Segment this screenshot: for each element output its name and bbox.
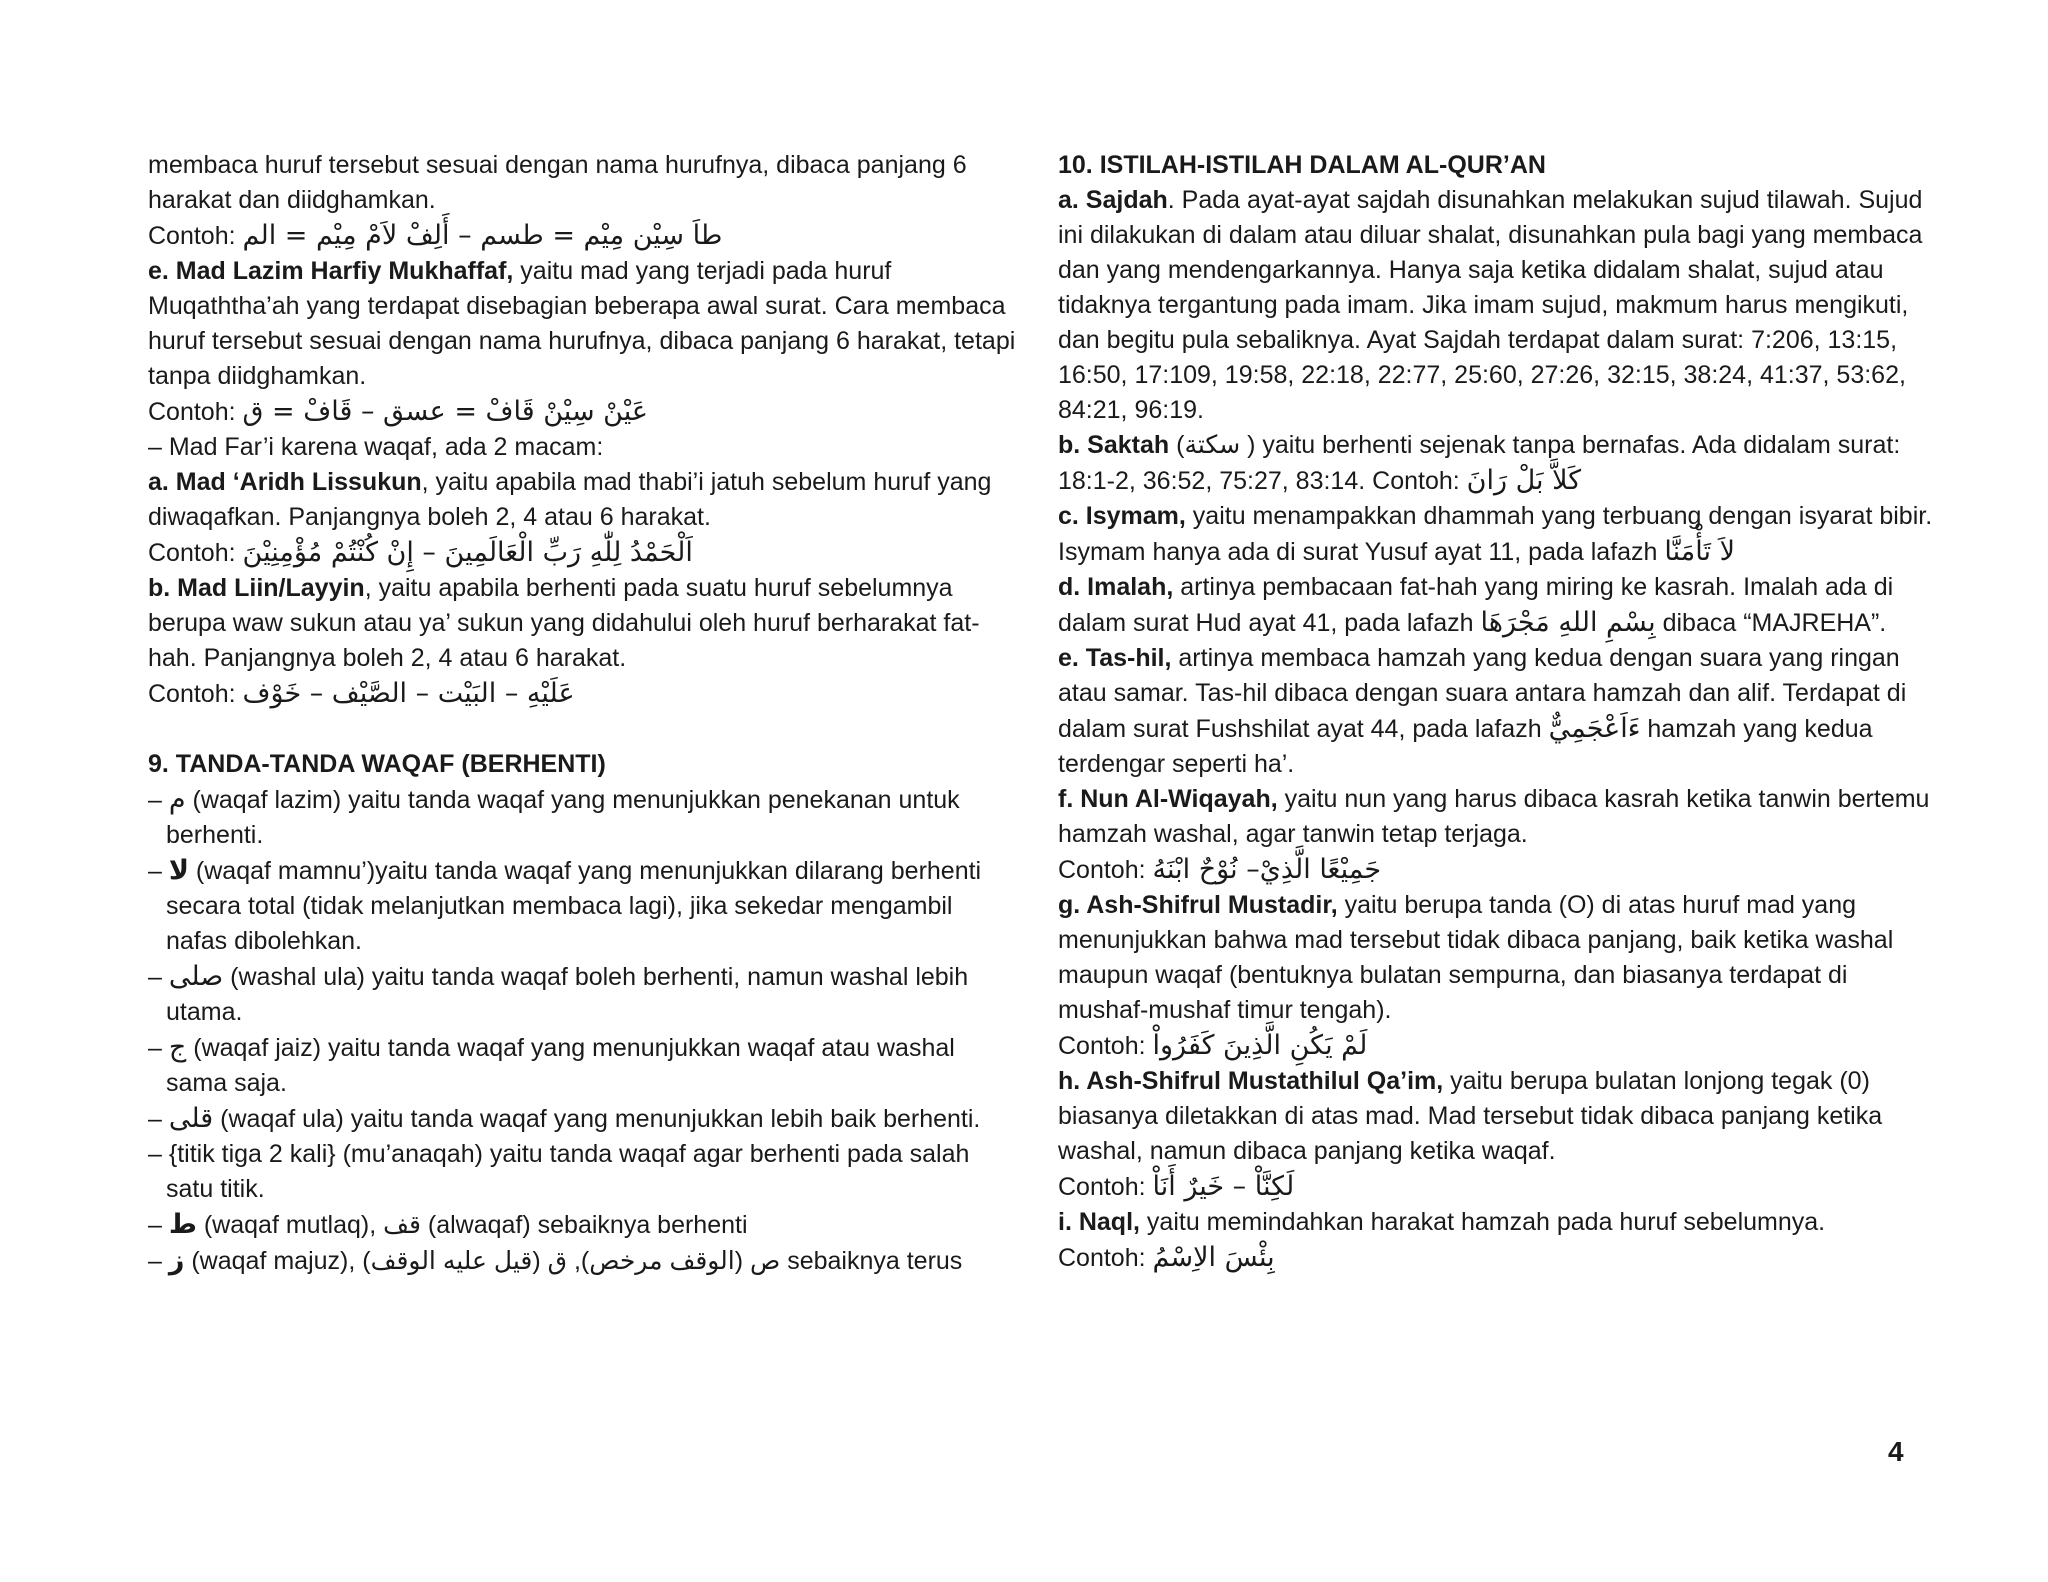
paragraph: a. Sajdah. Pada ayat-ayat sajdah disunahkan melakukan sujud tilawah. Sujud ini dilakukan di dalam atau diluar shalat, disunahkan pula bagi yang membaca dan yang mendengarkannya. Hanya saja ketika didalam shalat, sujud atau tidaknya tergantung pada imam. Jika imam sujud, makmum harus mengikuti, dan begitu pula sebaliknya. Ayat Sajdah terdapat dalam surat: 7:206, 13:15, 16:50, 17:109, 19:58, 22:18, 22:77, 25:60, 27:26, 32:15, 38:24, 41:37, 53:62, 84:21, 96:19. [1058,186,1923,424]
arabic-text: بِسْمِ اللهِ مَجْرَهَا [1480,607,1656,638]
left-column [148,148,1018,1279]
paragraph: f. Nun Al-Wiqayah, yaitu nun yang harus dibaca kasrah ketika tanwin bertemu hamzah washal, agar tanwin tetap terjaga. [1058,785,1930,848]
paragraph: h. Ash-Shifrul Mustathilul Qa’im, yaitu berupa bulatan lonjong tegak (0) biasanya diletakkan di atas mad. Mad tersebut tidak dibaca panjang ketika washal, namun dibaca panjang ketika waqaf. [1058,1067,1883,1165]
page-number: 4 [1888,1436,1904,1467]
paragraph: e. Tas-hil, artinya membaca hamzah yang kedua dengan suara yang ringan atau samar. Tas-hil dibaca dengan suara antara hamzah dan alif. Terdapat di dalam surat Fushshilat ayat 44, pada lafazh ءَاَعْجَمِيٌّ hamzah yang kedua terdengar seperti ha’. [1058,644,1907,778]
example-line: Contoh: لَمْ يَكُنِ الَّذِينَ كَفَرُواْ [1058,1030,1368,1061]
arabic-text: عَيْنْ سِيْنْ قَافْ = عسق – قَافْ = ق [242,396,648,427]
arabic-text: بِئْسَ الاِسْمُ [1152,1242,1275,1273]
paragraph: b. Saktah (سكتة ) yaitu berhenti sejenak tanpa bernafas. Ada didalam surat: 18:1-2, 36:52, 75:27, 83:14. Contoh: كَلاَّ بَلْ رَانَ [1058,431,1901,496]
arabic-text: اَلْحَمْدُ لِلّٰهِ رَبِّ الْعَالَمِينَ – إِنْ كُنْتُمْ مُؤْمِنِيْنَ [242,537,693,568]
example-line: Contoh: عَلَيْهِ – البَيْت – الصَّيْف – خَوْف [148,678,575,709]
arabic-text: لاَ تَأْمَنَّا [1664,536,1735,567]
right-column [1058,148,1938,1276]
paragraph: a. Mad ‘Aridh Lissukun, yaitu apabila mad thabi’i jatuh sebelum huruf yang diwaqafkan. Panjangnya boleh 2, 4 atau 6 harakat. [148,468,992,531]
arabic-text: ءَاَعْجَمِيٌّ [1548,713,1641,744]
paragraph: g. Ash-Shifrul Mustadir, yaitu berupa tanda (O) di atas huruf mad yang menunjukkan bahwa mad tersebut tidak dibaca panjang, baik ketika washal maupun waqaf (bentuknya bulatan sempurna, dan biasanya terdapat di mushaf-mushaf timur tengah). [1058,891,1894,1024]
example-line: Contoh: اَلْحَمْدُ لِلّٰهِ رَبِّ الْعَالَمِينَ – إِنْ كُنْتُمْ مُؤْمِنِيْنَ [148,537,693,568]
arabic-text: طاَ سِيْن مِيْم = طسم – أَلِفْ لاَمْ مِيْم = الم [242,220,723,251]
paragraph: membaca huruf tersebut sesuai dengan nama hurufnya, dibaca panjang 6 harakat dan diidghamkan. [148,151,967,214]
list-item: – ج (waqaf jaiz) yaitu tanda waqaf yang menunjukkan waqaf atau washal sama saja. [148,1032,955,1097]
list-item: – صلى (washal ula) yaitu tanda waqaf boleh berhenti, namun washal lebih utama. [148,961,969,1026]
paragraph: i. Naql, yaitu memindahkan harakat hamzah pada huruf sebelumnya. [1058,1208,1826,1236]
arabic-text: عَلَيْهِ – البَيْت – الصَّيْف – خَوْف [242,678,575,709]
example-line: Contoh: لَكِنَّاْ – خَيرٌ أَنَاْ [1058,1171,1295,1202]
section-heading: 9. TANDA-TANDA WAQAF (BERHENTI) [148,750,606,778]
list-item: – لا (waqaf mamnu’)yaitu tanda waqaf yang menunjukkan dilarang berhenti secara total (tidak melanjutkan membaca lagi), jika sekedar mengambil nafas dibolehkan. [148,855,982,955]
arabic-text: جَمِيْعًا الَّذِيْ– نُوْحٌ ابْنَهُ [1152,854,1382,885]
paragraph: e. Mad Lazim Harfiy Mukhaffaf, yaitu mad yang terjadi pada huruf Muqaththa’ah yang terdapat disebagian beberapa awal surat. Cara membaca huruf tersebut sesuai dengan nama hurufnya, dibaca panjang 6 harakat, tetapi tanpa diidghamkan. [148,257,1016,390]
list-item: – م (waqaf lazim) yaitu tanda waqaf yang menunjukkan penekanan untuk berhenti. [148,784,960,849]
paragraph: b. Mad Liin/Layyin, yaitu apabila berhenti pada suatu huruf sebelumnya berupa waw sukun atau ya’ sukun yang didahului oleh huruf berharakat fat-hah. Panjangnya boleh 2, 4 atau 6 harakat. [148,574,980,672]
section-heading: 10. ISTILAH-ISTILAH DALAM AL-QUR’AN [1058,151,1546,179]
example-line: Contoh: جَمِيْعًا الَّذِيْ– نُوْحٌ ابْنَهُ [1058,854,1382,885]
list-item: – قلى (waqaf ula) yaitu tanda waqaf yang menunjukkan lebih baik berhenti. [148,1103,981,1134]
paragraph: d. Imalah, artinya pembacaan fat-hah yang miring ke kasrah. Imalah ada di dalam surat Hud ayat 41, pada lafazh بِسْمِ اللهِ مَجْرَهَا dibaca “MAJREHA”. [1058,573,1894,638]
example-line: Contoh: بِئْسَ الاِسْمُ [1058,1242,1275,1273]
paragraph: – Mad Far’i karena waqaf, ada 2 macam: [148,433,604,461]
arabic-text: لَمْ يَكُنِ الَّذِينَ كَفَرُواْ [1152,1030,1368,1061]
paragraph: c. Isymam, yaitu menampakkan dhammah yang terbuang dengan isyarat bibir. Isymam hanya ada di surat Yusuf ayat 11, pada lafazh لاَ تَأْمَنَّا [1058,502,1933,567]
example-line: Contoh: عَيْنْ سِيْنْ قَافْ = عسق – قَافْ = ق [148,396,648,427]
list-item: – ز (waqaf majuz), ص (الوقف مرخص), ق (قيل عليه الوقف) sebaiknya terus [148,1245,963,1276]
arabic-text: كَلاَّ بَلْ رَانَ [1466,465,1582,496]
arabic-text: لَكِنَّاْ – خَيرٌ أَنَاْ [1152,1171,1295,1202]
list-item: – {titik tiga 2 kali} (mu’anaqah) yaitu tanda waqaf agar berhenti pada salah satu titik. [148,1140,970,1203]
example-line: Contoh: طاَ سِيْن مِيْم = طسم – أَلِفْ لاَمْ مِيْم = الم [148,220,723,251]
list-item: – ط (waqaf mutlaq), قف (alwaqaf) sebaiknya berhenti [148,1209,748,1240]
